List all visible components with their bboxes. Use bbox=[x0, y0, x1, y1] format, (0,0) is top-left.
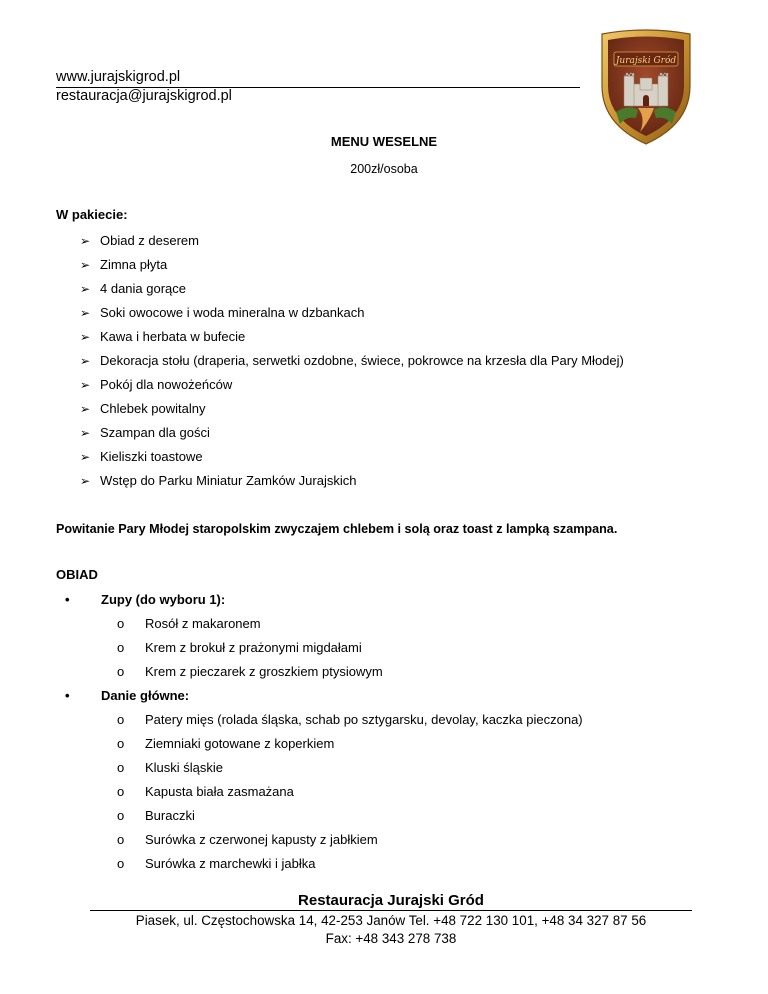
dot-bullet-icon: • bbox=[65, 592, 70, 607]
circle-bullet-icon: o bbox=[117, 736, 125, 751]
list-item: ➢ Szampan dla gości bbox=[80, 425, 210, 440]
package-heading: W pakiecie: bbox=[56, 207, 128, 222]
list-item: o Krem z pieczarek z groszkiem ptysiowym bbox=[117, 664, 383, 679]
list-item: o Surówka z marchewki i jabłka bbox=[117, 856, 316, 871]
header-website[interactable]: www.jurajskigrod.pl bbox=[56, 69, 181, 85]
circle-bullet-icon: o bbox=[117, 616, 125, 631]
circle-bullet-icon: o bbox=[117, 808, 125, 823]
footer-divider bbox=[90, 910, 692, 911]
list-item: o Patery mięs (rolada śląska, schab po sztygarsku, devolay, kaczka pieczona) bbox=[117, 712, 583, 727]
list-item: ➢ Chlebek powitalny bbox=[80, 401, 206, 416]
list-item: ➢ Zimna płyta bbox=[80, 257, 168, 272]
list-item: o Krem z brokuł z prażonymi migdałami bbox=[117, 640, 362, 655]
obiad-heading: OBIAD bbox=[56, 567, 98, 582]
soups-heading-row: • Zupy (do wyboru 1): bbox=[65, 592, 226, 607]
arrow-bullet-icon: ➢ bbox=[80, 474, 91, 488]
list-item: ➢ Dekoracja stołu (draperia, serwetki ozdobne, świece, pokrowce na krzesła dla Pary Młodej) bbox=[80, 353, 624, 368]
greeting-text: Powitanie Pary Młodej staropolskim zwyczajem chlebem i solą oraz toast z lampką szampana. bbox=[56, 522, 618, 536]
list-item: o Kapusta biała zasmażana bbox=[117, 784, 294, 799]
arrow-bullet-icon: ➢ bbox=[80, 450, 91, 464]
list-item: o Surówka z czerwonej kapusty z jabłkiem bbox=[117, 832, 378, 847]
arrow-bullet-icon: ➢ bbox=[80, 330, 91, 344]
arrow-bullet-icon: ➢ bbox=[80, 402, 91, 416]
header-email[interactable]: restauracja@jurajskigrod.pl bbox=[56, 88, 232, 104]
arrow-bullet-icon: ➢ bbox=[80, 306, 91, 320]
footer-name: Restauracja Jurajski Gród bbox=[298, 892, 484, 909]
menu-price: 200zł/osoba bbox=[350, 162, 418, 176]
circle-bullet-icon: o bbox=[117, 832, 125, 847]
circle-bullet-icon: o bbox=[117, 784, 125, 799]
circle-bullet-icon: o bbox=[117, 760, 125, 775]
list-item: o Buraczki bbox=[117, 808, 195, 823]
footer-fax: Fax: +48 343 278 738 bbox=[325, 931, 457, 946]
list-item: ➢ Kawa i herbata w bufecie bbox=[80, 329, 246, 344]
circle-bullet-icon: o bbox=[117, 712, 125, 727]
list-item: o Rosół z makaronem bbox=[117, 616, 261, 631]
logo-text: Jurajski Gród bbox=[615, 56, 677, 66]
arrow-bullet-icon: ➢ bbox=[80, 426, 91, 440]
footer-address: Piasek, ul. Częstochowska 14, 42-253 Janów Tel. +48 722 130 101, +48 34 327 87 56 bbox=[135, 913, 647, 928]
list-item: o Kluski śląskie bbox=[117, 760, 224, 775]
circle-bullet-icon: o bbox=[117, 664, 125, 679]
list-item: ➢ Wstęp do Parku Miniatur Zamków Jurajskich bbox=[80, 473, 357, 488]
list-item: ➢ Soki owocowe i woda mineralna w dzbankach bbox=[80, 305, 365, 320]
list-item: o Ziemniaki gotowane z koperkiem bbox=[117, 736, 335, 751]
list-item: ➢ Obiad z deserem bbox=[80, 233, 199, 248]
arrow-bullet-icon: ➢ bbox=[80, 258, 91, 272]
circle-bullet-icon: o bbox=[117, 640, 125, 655]
list-item: ➢ Pokój dla nowożeńców bbox=[80, 377, 233, 392]
arrow-bullet-icon: ➢ bbox=[80, 234, 91, 248]
arrow-bullet-icon: ➢ bbox=[80, 378, 91, 392]
dot-bullet-icon: • bbox=[65, 688, 70, 703]
header-divider bbox=[56, 87, 580, 88]
castle-shield-logo bbox=[598, 28, 694, 146]
arrow-bullet-icon: ➢ bbox=[80, 282, 91, 296]
arrow-bullet-icon: ➢ bbox=[80, 354, 91, 368]
circle-bullet-icon: o bbox=[117, 856, 125, 871]
list-item: ➢ Kieliszki toastowe bbox=[80, 449, 203, 464]
menu-title: MENU WESELNE bbox=[330, 134, 438, 149]
list-item: ➢ 4 dania gorące bbox=[80, 281, 187, 296]
main-heading-row: • Danie główne: bbox=[65, 688, 190, 703]
